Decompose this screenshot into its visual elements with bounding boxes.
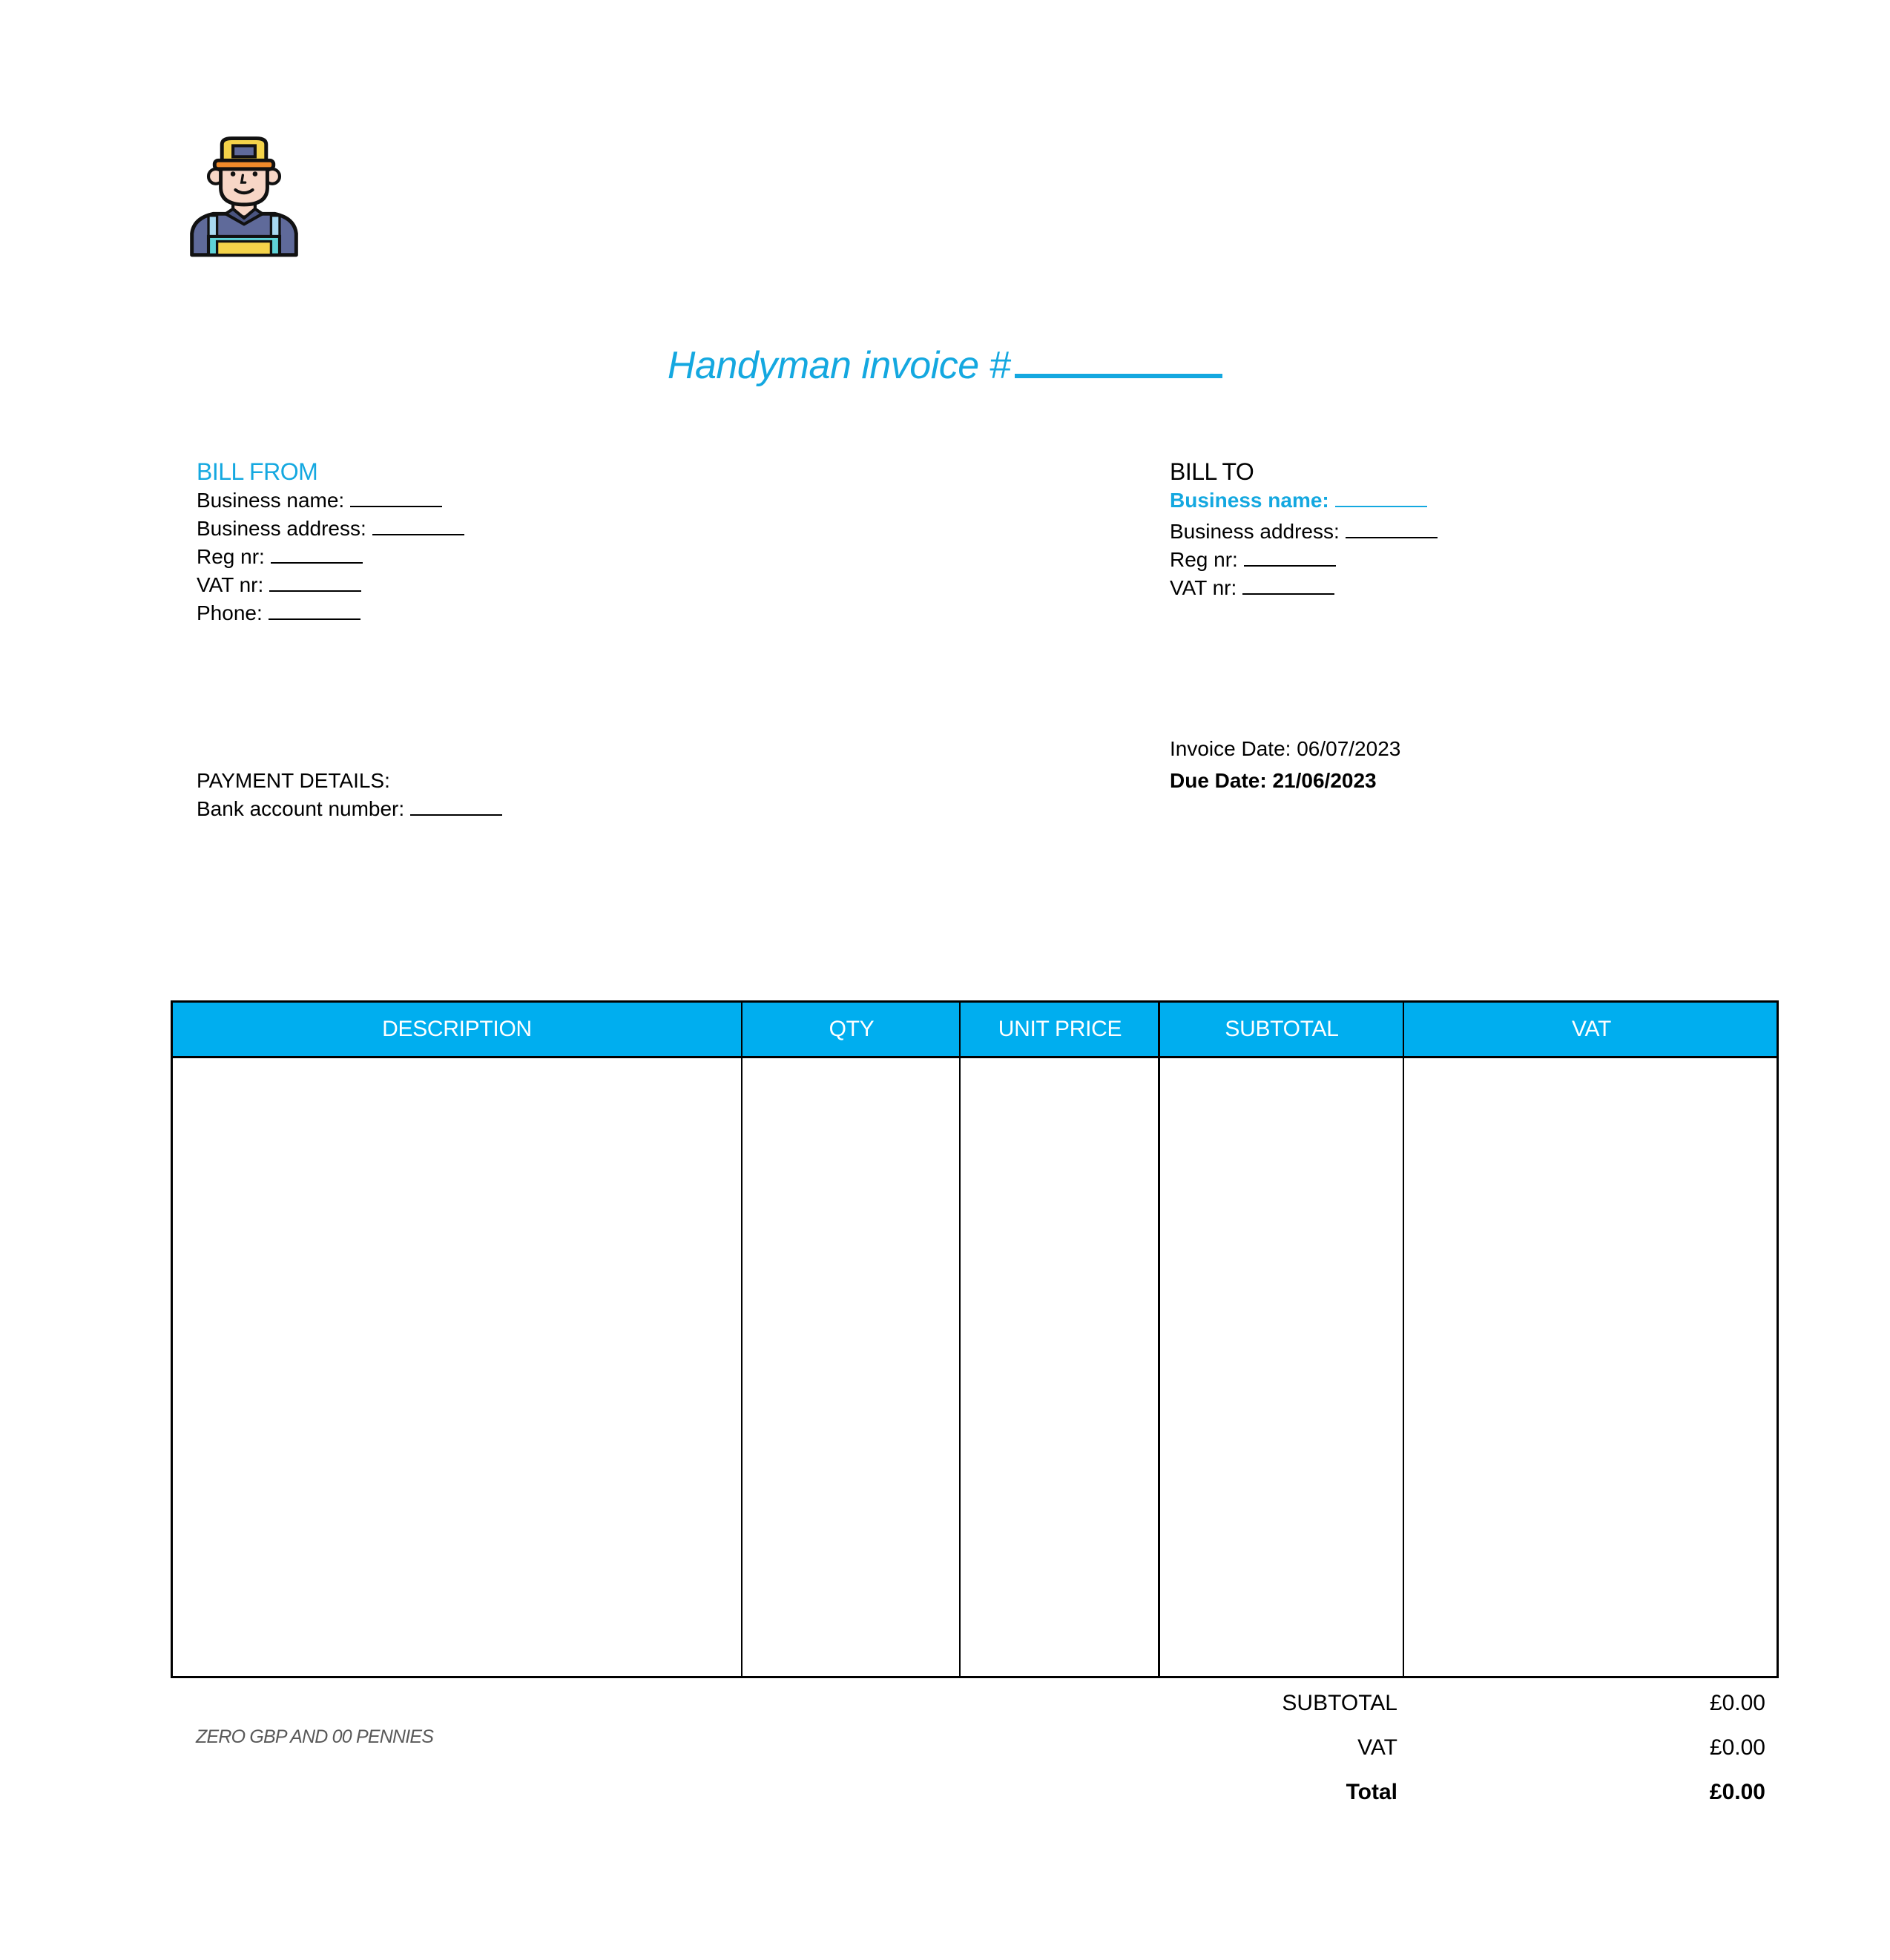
reg-nr-blank[interactable] xyxy=(1244,547,1336,567)
bank-account-blank[interactable] xyxy=(410,796,502,816)
column-header-description: DESCRIPTION xyxy=(382,1017,532,1041)
vat-value: £0.00 xyxy=(1709,1735,1765,1760)
dates-section xyxy=(1170,731,1400,795)
field-label: Business address: xyxy=(1170,520,1340,543)
amount-in-words: ZERO GBP AND 00 PENNIES xyxy=(196,1726,434,1747)
vat-nr-blank[interactable] xyxy=(1242,575,1334,595)
invoice-number-blank[interactable] xyxy=(1015,341,1222,378)
field-label: VAT nr: xyxy=(197,573,264,596)
bill-from-phone xyxy=(197,599,464,627)
bill-to-section xyxy=(1170,457,1438,602)
field-label: Business address: xyxy=(197,517,366,540)
vat-nr-blank[interactable] xyxy=(269,573,361,592)
bill-to-heading: BILL TO xyxy=(1170,458,1254,485)
bill-from-business-name xyxy=(197,486,464,515)
due-date xyxy=(1170,767,1400,795)
due-date-value: 21/06/2023 xyxy=(1272,769,1377,792)
handyman-worker-icon xyxy=(177,126,312,261)
column-header-vat: VAT xyxy=(1572,1017,1611,1041)
reg-nr-blank[interactable] xyxy=(271,544,363,564)
invoice-title xyxy=(0,341,1890,388)
table-header xyxy=(173,1003,1777,1058)
bill-to-business-address xyxy=(1170,518,1438,546)
vat-label: VAT xyxy=(1357,1735,1397,1760)
business-name-blank[interactable] xyxy=(1335,488,1427,507)
due-date-label: Due Date: xyxy=(1170,769,1267,792)
field-label: Phone: xyxy=(197,601,263,624)
field-label: Reg nr: xyxy=(1170,548,1238,571)
field-label: Business name: xyxy=(197,489,345,512)
bill-from-reg-nr xyxy=(197,543,464,571)
line-items-table xyxy=(171,1000,1779,1678)
total-label: Total xyxy=(1346,1780,1397,1804)
invoice-title-text: Handyman invoice # xyxy=(667,344,1011,387)
invoice-date-value: 06/07/2023 xyxy=(1297,737,1401,760)
bill-to-reg-nr xyxy=(1170,546,1438,574)
column-header-unit-price: UNIT PRICE xyxy=(998,1017,1122,1041)
subtotal-label: SUBTOTAL xyxy=(1282,1691,1397,1715)
field-label: VAT nr: xyxy=(1170,576,1237,599)
total-value: £0.00 xyxy=(1709,1780,1765,1804)
table-body[interactable] xyxy=(173,1058,1777,1676)
business-address-blank[interactable] xyxy=(1346,519,1438,538)
invoice-date-label: Invoice Date: xyxy=(1170,737,1291,760)
business-name-blank[interactable] xyxy=(350,488,442,507)
field-label: Business name: xyxy=(1170,489,1329,512)
field-label: Bank account number: xyxy=(197,797,405,820)
bill-from-business-address xyxy=(197,515,464,543)
bill-from-heading: BILL FROM xyxy=(197,458,318,485)
bill-from-vat-nr xyxy=(197,571,464,599)
bill-from-section xyxy=(197,457,464,627)
payment-details-heading: PAYMENT DETAILS: xyxy=(197,769,390,792)
subtotal-value: £0.00 xyxy=(1709,1691,1765,1715)
business-address-blank[interactable] xyxy=(372,516,464,535)
bill-to-business-name xyxy=(1170,486,1438,515)
column-header-subtotal: SUBTOTAL xyxy=(1225,1017,1339,1041)
payment-details-section xyxy=(197,767,502,823)
invoice-date xyxy=(1170,731,1400,767)
bill-to-vat-nr xyxy=(1170,574,1438,602)
column-header-qty: QTY xyxy=(829,1017,875,1041)
phone-blank[interactable] xyxy=(269,601,360,620)
bank-account-line xyxy=(197,795,502,823)
field-label: Reg nr: xyxy=(197,545,265,568)
